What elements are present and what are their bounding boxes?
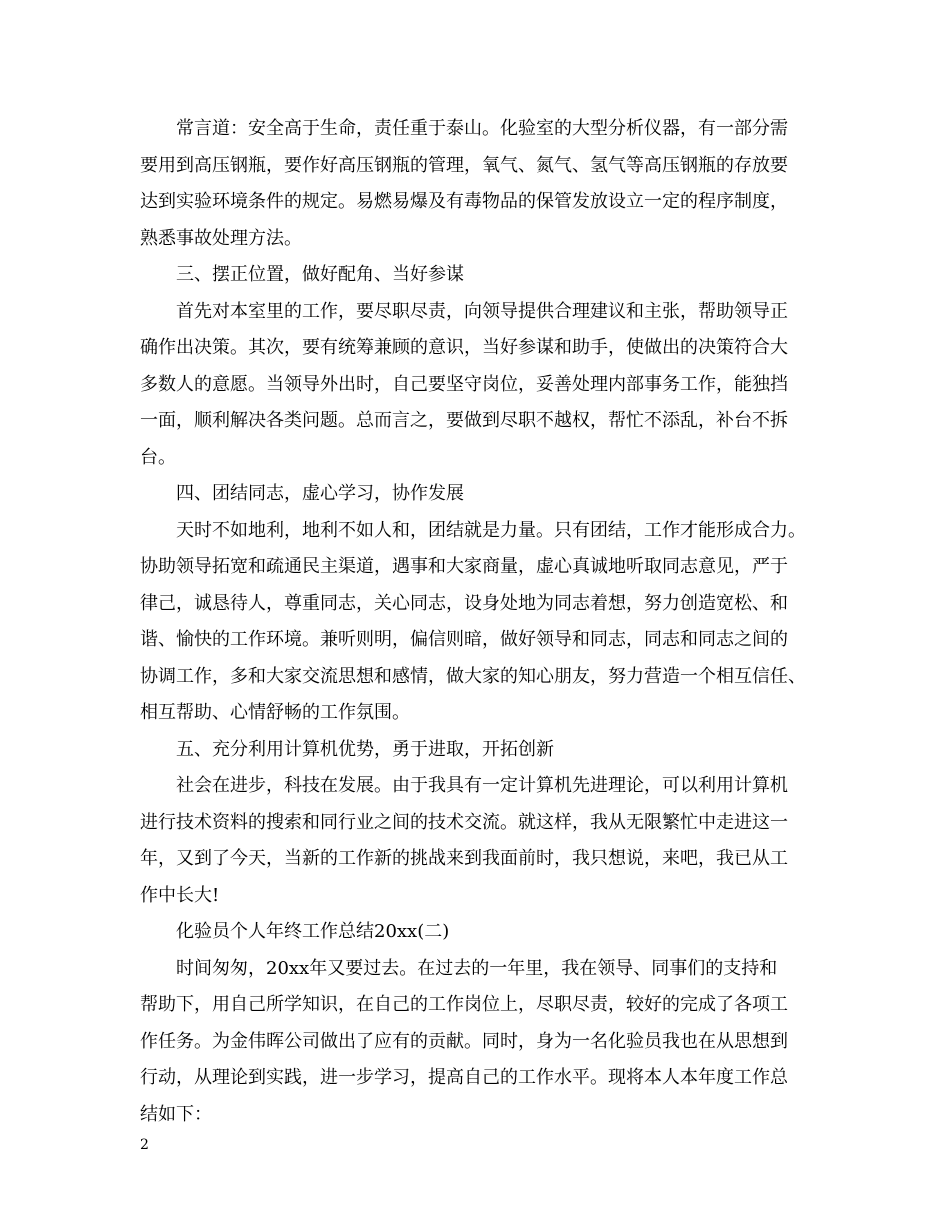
text-line: 一面，顺利解决各类问题。总而言之，要做到尽职不越权，帮忙不添乱，补台不拆 — [140, 410, 788, 431]
text-line: 确作出决策。其次，要有统筹兼顾的意识，当好参谋和助手，使做出的决策符合大 — [140, 337, 788, 358]
text-line: 协调工作，多和大家交流思想和感情，做大家的知心朋友，努力营造一个相互信任、 — [140, 665, 806, 687]
text-line: 律己，诚恳待人，尊重同志，关心同志，设身处地为同志着想，努力创造宽松、和 — [140, 592, 788, 614]
text-line: 行动，从理论到实践，进一步学习，提高自己的工作水平。现将本人本年度工作总 — [140, 1067, 788, 1088]
text-line: 台。 — [140, 446, 176, 468]
text-line: 年，又到了今天，当新的工作新的挑战来到我面前时，我只想说，来吧，我已从工 — [140, 848, 788, 869]
document-body — [140, 111, 820, 1133]
text-line: 常言道：安全高于生命，责任重于泰山。化验室的大型分析仪器，有一部分需 — [176, 118, 788, 139]
text-line: 作任务。为金伟晖公司做出了应有的贡献。同时，身为一名化验员我也在从思想到 — [140, 1030, 788, 1052]
page-number: 2 — [140, 1137, 149, 1153]
text-line: 相互帮助、心情舒畅的工作氛围。 — [140, 702, 410, 723]
text-line: 结如下： — [140, 1103, 212, 1125]
text-line: 达到实验环境条件的规定。易燃易爆及有毒物品的保管发放设立一定的程序制度， — [140, 191, 788, 212]
text-line: 首先对本室里的工作，要尽职尽责，向领导提供合理建议和主张，帮助领导正 — [176, 300, 788, 322]
text-line: 作中长大! — [140, 884, 220, 906]
text-line: 谐、愉快的工作环境。兼听则明，偏信则暗，做好领导和同志，同志和同志之间的 — [140, 629, 788, 650]
text-line: 化验员个人年终工作总结20xx(二) — [176, 921, 450, 942]
text-line: 四、团结同志，虚心学习，协作发展 — [176, 483, 464, 504]
text-line: 三、摆正位置，做好配角、当好参谋 — [176, 264, 464, 285]
text-line: 社会在进步，科技在发展。由于我具有一定计算机先进理论，可以利用计算机 — [176, 775, 788, 796]
text-line: 五、充分利用计算机优势，勇于进取，开拓创新 — [176, 738, 554, 760]
text-line: 帮助下，用自己所学知识，在自己的工作岗位上，尽职尽责，较好的完成了各项工 — [140, 994, 788, 1015]
text-line: 熟悉事故处理方法。 — [140, 227, 302, 249]
text-line: 天时不如地利，地利不如人和，团结就是力量。只有团结，工作才能形成合力。 — [176, 519, 806, 541]
text-line: 要用到高压钢瓶，要作好高压钢瓶的管理，氧气、氮气、氢气等高压钢瓶的存放要 — [140, 154, 788, 176]
text-line: 进行技术资料的搜索和同行业之间的技术交流。就这样，我从无限繁忙中走进这一 — [140, 811, 788, 833]
text-line: 时间匆匆，20xx年又要过去。在过去的一年里，我在领导、同事们的支持和 — [176, 957, 778, 979]
text-line: 多数人的意愿。当领导外出时，自己要坚守岗位，妥善处理内部事务工作，能独挡 — [140, 373, 788, 395]
text-line: 协助领导拓宽和疏通民主渠道，遇事和大家商量，虚心真诚地听取同志意见，严于 — [140, 556, 788, 577]
